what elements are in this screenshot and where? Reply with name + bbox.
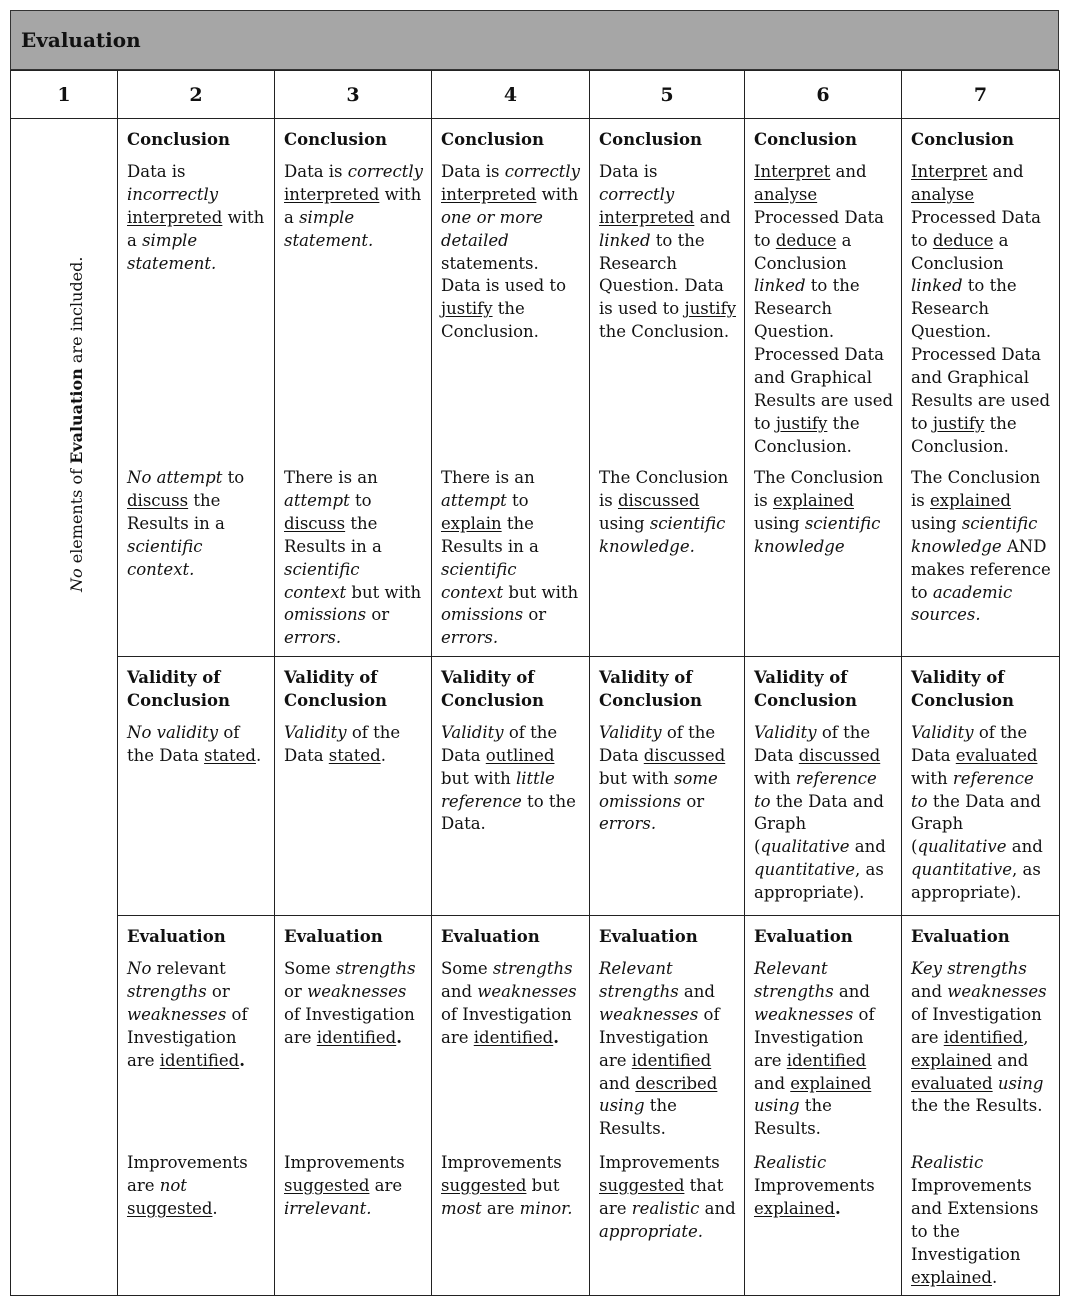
- text-run: .: [991, 1267, 998, 1287]
- cell-descriptor: [754, 722, 894, 905]
- text-run: errors.: [284, 628, 342, 648]
- text-run: or: [284, 981, 308, 1001]
- text-run: the Results in a: [441, 513, 539, 556]
- text-run: or: [366, 605, 390, 625]
- rubric-cell-conclusion-level-7: [902, 119, 1060, 657]
- text-run: and: [441, 981, 478, 1001]
- cell-descriptor: [441, 958, 582, 1050]
- text-run: the Conclusion.: [911, 413, 1017, 456]
- rubric-cell-validity-level-3: [275, 657, 432, 916]
- cell-descriptor: [441, 722, 582, 837]
- text-run: or: [523, 605, 547, 625]
- text-run: omissions: [441, 605, 524, 625]
- text-run: explained: [911, 1267, 992, 1287]
- text-run: discussed: [643, 745, 726, 765]
- text-run: discussed: [798, 745, 881, 765]
- text-run: Validity: [911, 722, 974, 742]
- text-run: No validity: [127, 722, 219, 742]
- text-run: the Results in a: [284, 513, 382, 556]
- text-run: but with: [599, 768, 674, 788]
- text-run: Data is: [127, 161, 186, 181]
- cell-heading: Evaluation: [284, 927, 383, 947]
- row-evaluation: [11, 916, 1060, 1296]
- text-run: simple statement.: [127, 230, 217, 273]
- cell-descriptor: [911, 161, 1052, 459]
- text-run: and: [694, 207, 731, 227]
- text-run: explained: [911, 1050, 992, 1070]
- text-run: correctly: [504, 161, 580, 181]
- text-run: but with: [346, 582, 422, 602]
- text-run: Realistic: [754, 1153, 827, 1173]
- text-run: or: [206, 981, 230, 1001]
- text-run: suggested: [127, 1198, 213, 1218]
- rubric-body: [11, 119, 1060, 1296]
- text-run: justify: [932, 413, 985, 433]
- text-run: Validity: [441, 722, 504, 742]
- text-run: deduce: [775, 230, 837, 250]
- text-run: a Conclusion: [911, 230, 1009, 273]
- text-run: with: [536, 184, 579, 204]
- text-run: .: [380, 745, 386, 765]
- text-run: to the Research Question. Processed Data and Graphical Results are used to: [911, 276, 1051, 433]
- text-run: not: [159, 1175, 187, 1195]
- text-run: identified: [159, 1050, 240, 1070]
- text-run: of Investigation are: [599, 1004, 720, 1070]
- cell-descriptor: [911, 722, 1052, 905]
- text-run: errors.: [599, 814, 657, 834]
- text-run: of the Data: [599, 722, 716, 765]
- text-run: scientific knowledge: [911, 513, 1038, 556]
- text-run: with a: [284, 184, 422, 227]
- text-run: and: [991, 1050, 1029, 1070]
- text-run: The Conclusion is: [911, 468, 1041, 510]
- text-run: using: [754, 1096, 800, 1116]
- cell-descriptor-secondary: [754, 467, 894, 559]
- text-run: Interpret: [754, 161, 831, 181]
- text-run: scientific knowledge: [754, 513, 881, 556]
- rubric-cell-evaluation-level-3: [275, 916, 432, 1296]
- text-run: No attempt: [127, 468, 223, 487]
- text-run: .: [255, 745, 262, 765]
- text-run: evaluated: [955, 745, 1038, 765]
- cell-heading: Evaluation: [754, 927, 853, 947]
- text-run: explained: [790, 1073, 872, 1093]
- cell-descriptor-secondary: [599, 467, 737, 559]
- text-run: realistic: [631, 1198, 700, 1218]
- text-run: strengths: [127, 981, 207, 1001]
- cell-descriptor: [911, 958, 1052, 1118]
- text-run: Validity: [284, 722, 347, 742]
- text-run: relevant: [151, 958, 226, 978]
- text-run: identified: [316, 1027, 397, 1047]
- text-run: reference to: [911, 768, 1034, 811]
- text-run: Key strengths: [911, 958, 1027, 978]
- text-run: and: [1006, 837, 1043, 857]
- text-run: but with: [441, 768, 516, 788]
- text-run: and: [849, 837, 886, 857]
- text-run: correctly: [347, 161, 423, 181]
- text-run: of the Data: [284, 722, 401, 765]
- cell-descriptor-secondary: [754, 1152, 894, 1221]
- text-run: of the Data: [127, 722, 240, 765]
- cell-heading: Evaluation: [911, 927, 1010, 947]
- text-run: strengths: [492, 958, 573, 978]
- text-run: the the Results.: [911, 1096, 1043, 1116]
- text-run: identified: [473, 1027, 554, 1047]
- text-run: There is an: [441, 468, 535, 487]
- text-run: interpreted: [127, 207, 223, 227]
- text-run: justify: [441, 299, 493, 319]
- text-run: are: [481, 1198, 520, 1218]
- text-run: Data is: [441, 161, 505, 181]
- text-run: incorrectly: [127, 184, 219, 204]
- text-run: of Investigation are: [911, 1004, 1042, 1047]
- text-run: attempt: [441, 490, 507, 510]
- cell-descriptor-secondary: [599, 1152, 737, 1244]
- text-run: Relevant strengths: [599, 958, 679, 1001]
- text-run: suggested: [284, 1175, 370, 1195]
- cell-heading: Validity of Conclusion: [911, 668, 1015, 710]
- text-run: Improvements are: [127, 1153, 248, 1195]
- cell-descriptor-secondary: [127, 467, 267, 582]
- text-run: the Conclusion.: [599, 322, 730, 342]
- text-run: Validity: [754, 722, 817, 742]
- text-run: are: [369, 1175, 403, 1195]
- text-run: weaknesses: [127, 1004, 227, 1024]
- text-run: .: [396, 1027, 402, 1047]
- header-row: [11, 71, 1060, 119]
- text-run: Realistic: [911, 1153, 984, 1173]
- text-run: with: [911, 768, 953, 788]
- cell-descriptor: [754, 958, 894, 1141]
- text-run: correctly: [599, 184, 675, 204]
- text-run: .: [212, 1198, 218, 1218]
- text-run: Interpret: [911, 161, 988, 181]
- text-run: qualitative: [760, 837, 850, 857]
- text-run: suggested: [599, 1175, 685, 1195]
- text-run: deduce: [932, 230, 994, 250]
- rubric-cell-conclusion-level-5: [590, 119, 745, 657]
- row-conclusion: [11, 119, 1060, 657]
- text-run: that are: [599, 1175, 724, 1218]
- text-run: Relevant strengths: [754, 958, 834, 1001]
- column-header: 6: [745, 71, 902, 119]
- text-run: Processed Data to: [754, 207, 884, 250]
- cell-heading: Conclusion: [754, 130, 858, 149]
- text-run: of Investigation are: [441, 1004, 572, 1047]
- rubric-cell-conclusion-level-4: [432, 119, 590, 657]
- rubric-cell-conclusion-level-3: [275, 119, 432, 657]
- row-validity: [11, 657, 1060, 916]
- cell-descriptor: [441, 161, 582, 344]
- text-run: Improvements: [754, 1175, 875, 1195]
- text-run: interpreted: [599, 207, 695, 227]
- cell-heading: Conclusion: [441, 130, 545, 149]
- column-header: 5: [590, 71, 745, 119]
- text-run: the Data and Graph (: [754, 791, 884, 857]
- cell-heading: Validity of Conclusion: [754, 668, 858, 710]
- text-run: using: [997, 1073, 1044, 1093]
- cell-descriptor-secondary: [911, 1152, 1052, 1289]
- rubric-table-container: [10, 10, 1059, 1296]
- rubric-cell-validity-level-7: [902, 657, 1060, 916]
- text-run: academic sources.: [911, 582, 1013, 625]
- rubric-cell-evaluation-level-7: [902, 916, 1060, 1296]
- text-run: weaknesses: [947, 981, 1047, 1001]
- text-run: qualitative: [917, 837, 1007, 857]
- cell-descriptor: [284, 161, 424, 253]
- cell-descriptor: [754, 161, 894, 459]
- text-run: Processed Data to: [911, 207, 1041, 250]
- rubric-cell-evaluation-level-4: [432, 916, 590, 1296]
- text-run: to the Research Question. Processed Data and Graphical Results are used to: [754, 276, 894, 433]
- text-run: using: [911, 513, 962, 533]
- text-run: Improvements: [441, 1153, 562, 1173]
- text-run: quantitative: [911, 860, 1013, 880]
- text-run: of the Data: [441, 722, 558, 765]
- text-run: discuss: [284, 513, 346, 533]
- text-run: most: [441, 1198, 482, 1218]
- text-run: the Conclusion.: [754, 413, 860, 456]
- text-run: reference to: [754, 768, 877, 811]
- text-run: to: [349, 490, 372, 510]
- section-title: Evaluation: [21, 28, 141, 52]
- text-run: .: [553, 1027, 559, 1047]
- section-title-bar: [10, 10, 1059, 70]
- rubric-cell-validity-level-6: [745, 657, 902, 916]
- level-1-cell: [11, 119, 118, 1296]
- text-run: with a: [127, 207, 265, 250]
- text-run: scientific knowledge.: [599, 513, 726, 556]
- text-run: the Results.: [599, 1096, 677, 1139]
- rubric-cell-validity-level-4: [432, 657, 590, 916]
- text-run: Validity: [599, 722, 662, 742]
- cell-descriptor-secondary: [284, 1152, 424, 1221]
- text-run: and: [599, 1073, 636, 1093]
- text-run: scientific context: [441, 559, 517, 602]
- text-run: weaknesses: [599, 1004, 699, 1024]
- cell-heading: Conclusion: [284, 130, 388, 149]
- text-run: and: [830, 161, 867, 181]
- text-run: scientific context.: [127, 536, 203, 579]
- text-run: ,: [1023, 1027, 1029, 1047]
- text-run: to the Research Question. Data is used to: [599, 230, 724, 319]
- text-run: The Conclusion is: [754, 468, 884, 510]
- text-run: .: [834, 1198, 841, 1218]
- rubric-cell-conclusion-level-2: [118, 119, 275, 657]
- text-run: identified: [631, 1050, 712, 1070]
- text-run: and: [987, 161, 1024, 181]
- text-run: weaknesses: [477, 981, 577, 1001]
- cell-descriptor: [127, 958, 267, 1073]
- level-1-text: No elements of Evaluation are included.: [67, 256, 86, 592]
- text-run: but with: [503, 582, 579, 602]
- text-run: one or more detailed: [441, 207, 543, 250]
- text-run: attempt: [284, 490, 350, 510]
- cell-descriptor-secondary: [911, 467, 1052, 627]
- text-run: little reference: [441, 768, 555, 811]
- text-run: explained: [754, 1198, 835, 1218]
- text-run: discussed: [618, 490, 700, 510]
- cell-heading: Validity of Conclusion: [599, 668, 703, 710]
- text-run: omissions: [284, 605, 367, 625]
- column-header: 1: [11, 71, 118, 119]
- text-run: or: [681, 791, 705, 811]
- text-run: with: [754, 768, 796, 788]
- text-run: explain: [441, 513, 502, 533]
- text-run: of the Data: [754, 722, 871, 765]
- rubric-table: [10, 70, 1060, 1296]
- rubric-cell-evaluation-level-2: [118, 916, 275, 1296]
- text-run: using: [754, 513, 805, 533]
- text-run: but: [526, 1175, 560, 1195]
- text-run: , as appropriate).: [754, 860, 884, 903]
- text-run: the Data and Graph (: [911, 791, 1041, 857]
- text-run: explained: [930, 490, 1011, 510]
- text-run: There is an: [284, 468, 378, 487]
- text-run: of Investigation are: [284, 1004, 415, 1047]
- rubric-cell-evaluation-level-6: [745, 916, 902, 1296]
- text-run: to: [222, 468, 245, 487]
- text-run: identified: [786, 1050, 867, 1070]
- cell-heading: Evaluation: [599, 927, 698, 947]
- text-run: the Results.: [754, 1096, 832, 1139]
- text-run: interpreted: [441, 184, 537, 204]
- text-run: and: [699, 1198, 736, 1218]
- text-run: linked: [599, 230, 651, 250]
- text-run: linked: [911, 276, 963, 296]
- text-run: and: [678, 981, 715, 1001]
- rubric-cell-conclusion-level-6: [745, 119, 902, 657]
- text-run: justify: [684, 299, 737, 319]
- text-run: using: [599, 513, 650, 533]
- rubric-cell-evaluation-level-5: [590, 916, 745, 1296]
- column-header: 7: [902, 71, 1060, 119]
- cell-descriptor-secondary: [441, 1152, 582, 1221]
- text-run: justify: [775, 413, 828, 433]
- cell-descriptor: [127, 722, 267, 768]
- cell-descriptor: [284, 722, 424, 768]
- text-run: Some: [441, 958, 493, 978]
- cell-descriptor: [599, 722, 737, 837]
- text-run: quantitative: [754, 860, 856, 880]
- text-run: Some: [284, 958, 336, 978]
- rubric-cell-validity-level-5: [590, 657, 745, 916]
- text-run: weaknesses: [754, 1004, 854, 1024]
- text-run: suggested: [441, 1175, 527, 1195]
- text-run: outlined: [485, 745, 555, 765]
- text-run: of Investigation are: [127, 1004, 248, 1070]
- text-run: Improvements and Extensions to the Investigation: [911, 1175, 1039, 1264]
- text-run: The Conclusion is: [599, 468, 729, 510]
- text-run: Improvements: [599, 1153, 720, 1173]
- text-run: analyse: [911, 184, 975, 204]
- text-run: simple statement.: [284, 207, 374, 250]
- text-run: , as appropriate).: [911, 860, 1041, 903]
- text-run: analyse: [754, 184, 818, 204]
- text-run: and: [754, 1073, 791, 1093]
- cell-heading: Evaluation: [441, 927, 540, 947]
- text-run: to the Data.: [441, 791, 576, 834]
- cell-heading: Validity of Conclusion: [284, 668, 388, 710]
- cell-heading: Validity of Conclusion: [441, 668, 545, 710]
- cell-heading: Conclusion: [911, 130, 1015, 149]
- text-run: strengths: [335, 958, 416, 978]
- text-run: irrelevant.: [284, 1198, 372, 1218]
- text-run: weaknesses: [307, 981, 407, 1001]
- cell-descriptor: [599, 958, 737, 1141]
- text-run: linked: [754, 276, 806, 296]
- text-run: scientific context: [284, 559, 360, 602]
- cell-descriptor: [284, 958, 424, 1050]
- text-run: stated: [204, 745, 256, 765]
- text-run: Data is: [284, 161, 348, 181]
- cell-heading: Conclusion: [127, 130, 231, 149]
- text-run: statements. Data is used to: [441, 253, 566, 296]
- column-header: 2: [118, 71, 275, 119]
- rubric-cell-validity-level-2: [118, 657, 275, 916]
- text-run: to: [506, 490, 529, 510]
- text-run: the Results in a: [127, 490, 225, 533]
- text-run: using: [599, 1096, 645, 1116]
- text-run: discuss: [127, 490, 189, 510]
- text-run: interpreted: [284, 184, 380, 204]
- text-run: the Conclusion.: [441, 299, 539, 342]
- text-run: a Conclusion: [754, 230, 852, 273]
- text-run: minor.: [519, 1198, 573, 1218]
- cell-descriptor-secondary: [127, 1152, 267, 1221]
- cell-heading: Evaluation: [127, 927, 226, 947]
- cell-heading: Conclusion: [599, 130, 703, 149]
- text-run: and: [833, 981, 870, 1001]
- text-run: identified: [943, 1027, 1024, 1047]
- text-run: errors.: [441, 628, 499, 648]
- text-run: evaluated: [911, 1073, 993, 1093]
- column-header: 3: [275, 71, 432, 119]
- cell-descriptor-secondary: [284, 467, 424, 650]
- text-run: Data is: [599, 161, 658, 181]
- text-run: appropriate.: [599, 1221, 703, 1241]
- column-header: 4: [432, 71, 590, 119]
- cell-heading: Validity of Conclusion: [127, 668, 231, 710]
- text-run: and: [911, 981, 948, 1001]
- text-run: No: [127, 958, 152, 978]
- text-run: of the Data: [911, 722, 1028, 765]
- text-run: described: [635, 1073, 718, 1093]
- text-run: explained: [773, 490, 854, 510]
- text-run: Improvements: [284, 1153, 405, 1173]
- text-run: AND makes reference to: [911, 536, 1051, 602]
- text-run: some omissions: [599, 768, 718, 811]
- text-run: of Investigation are: [754, 1004, 875, 1070]
- cell-descriptor: [599, 161, 737, 344]
- cell-descriptor: [127, 161, 267, 276]
- text-run: stated: [328, 745, 381, 765]
- cell-descriptor-secondary: [441, 467, 582, 650]
- text-run: .: [239, 1050, 245, 1070]
